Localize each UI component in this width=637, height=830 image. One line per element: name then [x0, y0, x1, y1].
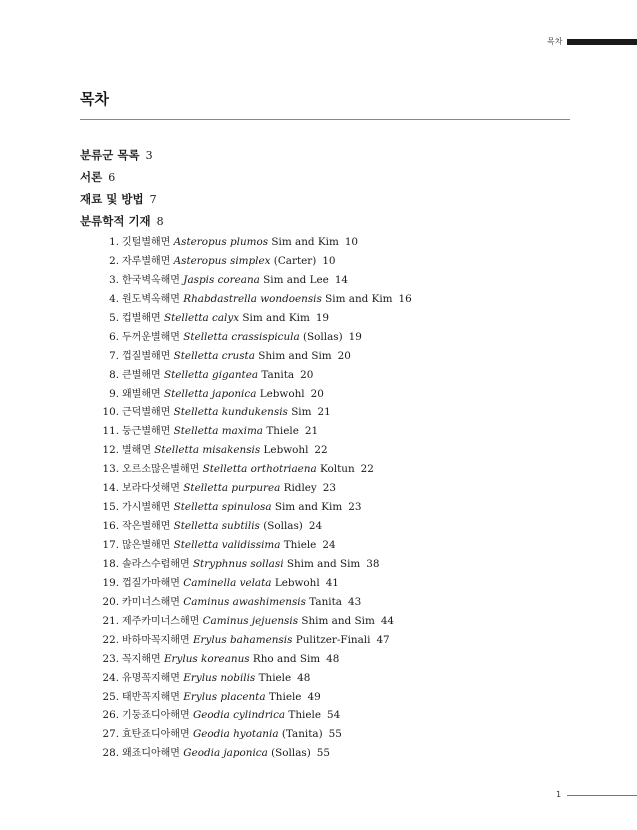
- toc-entry-korean-name: 솔라스수렵해면: [122, 558, 190, 570]
- toc-entry[interactable]: [95, 594, 412, 613]
- toc-entry-author: Rho and Sim: [252, 652, 321, 665]
- toc-entry-scientific-name: Stelletta gigantea: [163, 368, 259, 381]
- toc-entry-number: 10.: [102, 406, 119, 419]
- toc-entry-korean-name: 깃털별해면: [122, 237, 171, 248]
- toc-entry-korean-name: 많은별해면: [122, 540, 171, 551]
- toc-entry-author: Pulitzer-Finali: [295, 633, 371, 646]
- toc-entry-author: Shim and Sim: [301, 614, 375, 627]
- toc-entry-author: Koltun: [320, 463, 355, 476]
- toc-entry-number: 28.: [102, 747, 119, 760]
- toc-entry-number: 9.: [109, 387, 119, 400]
- toc-entry[interactable]: [95, 670, 412, 689]
- toc-entry-korean-name: 껍질가마해면: [122, 577, 180, 589]
- toc-entry[interactable]: [95, 689, 412, 708]
- toc-entry-author: Thiele: [268, 690, 302, 703]
- toc-entry[interactable]: [95, 386, 412, 405]
- toc-entry-author: Thiele: [283, 539, 317, 551]
- toc-entry[interactable]: [95, 367, 412, 386]
- toc-entry-number: 19.: [102, 576, 119, 589]
- toc-entry-number: 12.: [102, 444, 119, 457]
- toc-entry[interactable]: [95, 404, 412, 423]
- toc-section-page: 8: [156, 215, 164, 228]
- toc-entry[interactable]: [95, 442, 412, 461]
- toc-entry-scientific-name: Erylus koreanus: [163, 652, 250, 665]
- toc-entry-page: 24: [308, 520, 323, 533]
- toc-entry[interactable]: [95, 234, 412, 253]
- toc-entry[interactable]: [95, 613, 412, 632]
- toc-entry-page: 48: [326, 652, 340, 665]
- footer-rule: [567, 795, 637, 796]
- toc-entry-korean-name: 유명꼭지해면: [122, 672, 180, 684]
- toc-entry-number: 14.: [102, 482, 119, 495]
- toc-entry-scientific-name: Caminella velata: [183, 576, 272, 589]
- toc-entry-scientific-name: Stelletta crusta: [173, 349, 255, 362]
- toc-entry-korean-name: 바하마꼭지해면: [122, 634, 190, 646]
- toc-entry-author: (Sollas): [263, 520, 303, 533]
- toc-entry-page: 20: [337, 349, 351, 362]
- toc-entry-scientific-name: Stelletta calyx: [163, 311, 240, 324]
- toc-entry-scientific-name: Caminus awashimensis: [183, 595, 306, 608]
- toc-entry-number: 17.: [102, 539, 119, 551]
- header-bar-decoration: [567, 39, 637, 45]
- toc-entry-number: 26.: [102, 709, 119, 722]
- toc-entry-number: 4.: [109, 292, 119, 305]
- toc-entry-scientific-name: Stelletta kundukensis: [173, 406, 288, 419]
- toc-entry[interactable]: [95, 310, 412, 329]
- toc-entry-korean-name: 근덕별해면: [122, 407, 171, 419]
- toc-entry-author: (Tanita): [281, 728, 323, 741]
- toc-entry-scientific-name: Geodia cylindrica: [192, 709, 286, 722]
- toc-section-page: 3: [145, 149, 153, 162]
- toc-entry[interactable]: [95, 745, 412, 764]
- toc-entry-scientific-name: Stelletta maxima: [173, 425, 263, 438]
- toc-entry[interactable]: [95, 575, 412, 594]
- toc-entry-korean-name: 효탄죠디아해면: [122, 729, 190, 741]
- toc-entry-author: Sim and Kim: [242, 311, 310, 324]
- toc-entry-page: 23: [348, 501, 362, 514]
- toc-entry-scientific-name: Asteropus simplex: [173, 254, 271, 267]
- toc-entry-author: Lebwohl: [259, 387, 305, 400]
- toc-entry-page: 10: [344, 236, 359, 248]
- toc-entry-scientific-name: Stelletta validissima: [173, 539, 281, 551]
- toc-entry-number: 5.: [109, 311, 119, 324]
- toc-entry-scientific-name: Asteropus plumos: [173, 236, 269, 248]
- toc-entry-number: 25.: [102, 690, 119, 703]
- title-divider: [80, 119, 570, 120]
- toc-entry[interactable]: [95, 423, 412, 442]
- toc-entry[interactable]: [95, 499, 412, 518]
- toc-entry-number: 20.: [102, 595, 119, 608]
- toc-entry-page: 21: [304, 425, 319, 438]
- toc-entry-number: 27.: [102, 728, 119, 741]
- toc-entry-scientific-name: Stelletta misakensis: [154, 444, 261, 457]
- toc-entry-page: 19: [348, 330, 362, 343]
- toc-entry[interactable]: [95, 461, 412, 480]
- toc-section[interactable]: [80, 191, 164, 213]
- toc-entry-korean-name: 원도벽옥해면: [122, 293, 180, 305]
- toc-entry[interactable]: [95, 518, 412, 537]
- toc-entry-korean-name: 한국벽옥해면: [122, 274, 180, 286]
- toc-entry-korean-name: 카미너스해면: [122, 596, 180, 608]
- toc-entry[interactable]: [95, 253, 412, 272]
- toc-entry-scientific-name: Stelletta japonica: [163, 387, 257, 400]
- toc-section[interactable]: [80, 169, 164, 191]
- toc-entry-page: 43: [347, 595, 362, 608]
- toc-entry-number: 16.: [102, 520, 119, 533]
- toc-entry-korean-name: 두꺼운별해면: [122, 331, 180, 343]
- toc-entry-scientific-name: Rhabdastrella wondoensis: [183, 292, 322, 305]
- toc-section-title: 서론: [80, 170, 103, 184]
- toc-entry-korean-name: 껍질별해면: [122, 350, 171, 362]
- toc-entry-scientific-name: Stelletta orthotriaena: [202, 463, 317, 476]
- toc-entry-scientific-name: Caminus jejuensis: [202, 614, 299, 627]
- toc-entry-page: 22: [314, 444, 328, 457]
- toc-entry-author: Tanita: [309, 595, 342, 608]
- toc-entry-author: (Carter): [273, 254, 317, 267]
- toc-entry-scientific-name: Stryphnus sollasi: [192, 557, 284, 570]
- toc-entry[interactable]: [95, 348, 412, 367]
- toc-entry[interactable]: [95, 291, 412, 310]
- page-number: 1: [556, 790, 562, 799]
- toc-entry-scientific-name: Erylus bahamensis: [192, 633, 293, 646]
- toc-entry-number: 22.: [102, 633, 119, 646]
- toc-entry-number: 11.: [102, 425, 119, 438]
- toc-entry-author: Thiele: [258, 671, 292, 684]
- toc-entry-korean-name: 오르소많은별해면: [122, 464, 200, 476]
- toc-entry[interactable]: [95, 632, 412, 651]
- toc-entry-scientific-name: Erylus placenta: [183, 690, 266, 703]
- toc-entry-page: 10: [322, 254, 336, 267]
- toc-entry-page: 20: [310, 387, 324, 400]
- toc-entry-korean-name: 컵별해면: [122, 312, 161, 324]
- toc-entry-author: Thiele: [266, 425, 299, 438]
- toc-entry[interactable]: [95, 480, 412, 499]
- toc-entry-page: 20: [300, 368, 314, 381]
- toc-section-page: 6: [108, 171, 116, 184]
- toc-entry-page: 16: [398, 292, 412, 305]
- toc-entry-number: 1.: [109, 236, 119, 248]
- toc-entry-number: 21.: [102, 614, 119, 627]
- toc-section-page: 7: [149, 193, 157, 206]
- toc-entry-scientific-name: Geodia hyotania: [192, 728, 279, 741]
- toc-entry[interactable]: [95, 556, 412, 575]
- toc-entry-number: 8.: [109, 368, 119, 381]
- toc-entry-author: Sim: [291, 406, 312, 419]
- toc-entry-korean-name: 왜죠디아해면: [122, 748, 180, 760]
- toc-entry-page: 14: [334, 273, 349, 286]
- toc-entry-scientific-name: Erylus nobilis: [183, 671, 256, 684]
- toc-entry-number: 24.: [102, 671, 119, 684]
- toc-entry-scientific-name: Jaspis coreana: [183, 273, 260, 286]
- toc-entry-page: 44: [380, 614, 395, 627]
- toc-entry-korean-name: 태반꼭지해면: [122, 691, 180, 703]
- toc-entry-author: Lebwohl: [274, 576, 320, 589]
- toc-entry-page: 21: [317, 406, 331, 419]
- toc-entry[interactable]: [95, 329, 412, 348]
- toc-entry-page: 48: [297, 671, 311, 684]
- toc-entry[interactable]: [95, 272, 412, 291]
- toc-entry-page: 54: [327, 709, 341, 722]
- toc-entry-page: 19: [315, 311, 330, 324]
- toc-entry-author: Lebwohl: [263, 444, 309, 457]
- toc-entry-number: 2.: [109, 254, 119, 267]
- toc-entry-number: 3.: [109, 273, 119, 286]
- running-header-label: 목차: [547, 37, 563, 46]
- toc-entry-author: Sim and Kim: [274, 501, 343, 514]
- toc-entry-page: 47: [376, 633, 390, 646]
- toc-entry-page: 22: [360, 463, 374, 476]
- toc-entry-korean-name: 기둥죠디아해면: [122, 710, 190, 722]
- toc-entry-author: (Sollas): [271, 747, 311, 760]
- toc-section-title: 분류군 목록: [80, 148, 140, 162]
- toc-entry-page: 49: [307, 690, 321, 703]
- toc-entry-korean-name: 가시별해면: [122, 502, 171, 514]
- toc-entry[interactable]: [95, 707, 412, 726]
- toc-entry-page: 55: [316, 747, 331, 760]
- toc-entry-number: 7.: [109, 349, 119, 362]
- toc-entries: [95, 234, 412, 764]
- toc-entry-number: 6.: [109, 330, 119, 343]
- toc-sections: [80, 147, 164, 235]
- toc-entry[interactable]: [95, 726, 412, 745]
- toc-entry-page: 23: [322, 482, 337, 495]
- toc-section[interactable]: [80, 147, 164, 169]
- toc-entry-scientific-name: Stelletta purpurea: [183, 482, 281, 495]
- toc-entry-author: Sim and Lee: [263, 273, 329, 286]
- toc-entry-scientific-name: Stelletta crassispicula: [183, 330, 300, 343]
- toc-entry-korean-name: 왜별해면: [122, 388, 161, 400]
- toc-entry-korean-name: 꼭지해면: [122, 653, 161, 665]
- toc-entry-author: Ridley: [283, 482, 317, 495]
- toc-entry-number: 18.: [102, 557, 119, 570]
- toc-entry-korean-name: 작은별해면: [122, 521, 171, 533]
- toc-entry[interactable]: [95, 537, 412, 556]
- toc-entry-page: 38: [366, 557, 380, 570]
- toc-entry-number: 15.: [102, 501, 119, 514]
- toc-entry-author: Sim and Kim: [325, 292, 393, 305]
- toc-entry-number: 23.: [102, 652, 119, 665]
- toc-entry-author: Shim and Sim: [258, 349, 332, 362]
- toc-entry-author: (Sollas): [303, 330, 343, 343]
- toc-section[interactable]: [80, 213, 164, 235]
- toc-entry-korean-name: 자루별해면: [122, 255, 171, 267]
- toc-entry-korean-name: 제주카미너스해면: [122, 615, 200, 627]
- toc-entry-author: Tanita: [261, 368, 295, 381]
- toc-entry-page: 24: [322, 539, 336, 551]
- toc-entry-scientific-name: Stelletta subtilis: [173, 520, 260, 533]
- toc-entry-scientific-name: Geodia japonica: [183, 747, 268, 760]
- toc-section-title: 분류학적 기재: [80, 214, 151, 228]
- toc-entry-korean-name: 큰별해면: [122, 369, 161, 381]
- toc-entry-page: 55: [328, 728, 342, 741]
- toc-entry[interactable]: [95, 651, 412, 670]
- toc-entry-page: 41: [325, 576, 339, 589]
- toc-entry-korean-name: 둥근별해면: [122, 426, 171, 438]
- toc-section-title: 재료 및 방법: [80, 192, 144, 206]
- toc-entry-scientific-name: Stelletta spinulosa: [173, 501, 272, 514]
- toc-entry-author: Sim and Kim: [271, 236, 339, 248]
- toc-entry-number: 13.: [102, 463, 119, 476]
- page-title: 목차: [80, 90, 109, 108]
- toc-entry-author: Thiele: [288, 709, 321, 722]
- toc-entry-korean-name: 별해면: [122, 445, 151, 457]
- toc-entry-korean-name: 보라다섯해면: [122, 483, 180, 495]
- toc-entry-author: Shim and Sim: [286, 557, 361, 570]
